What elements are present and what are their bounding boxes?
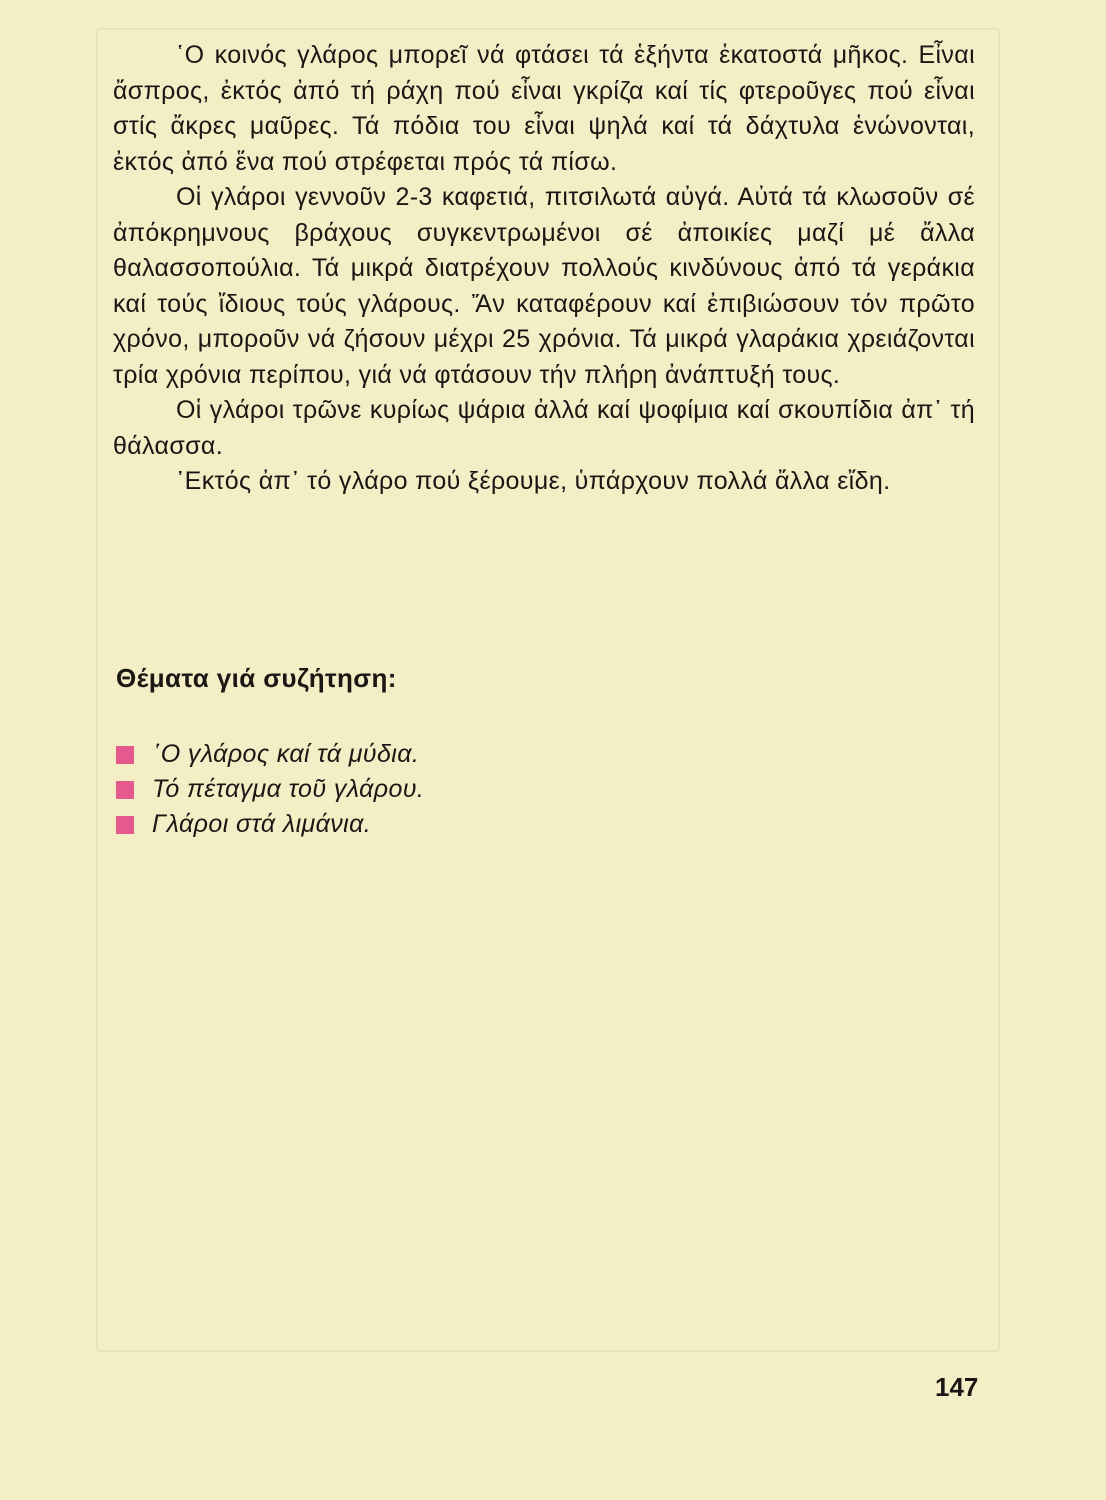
discussion-heading: Θέματα γιά συζήτηση: xyxy=(116,663,397,693)
list-item xyxy=(116,772,424,807)
paragraph-appearance: ῾Ο κοινός γλάρος μπορεῖ νά φτάσει τά ἑξήντα ἑκατοστά μῆκος. Εἶναι ἄσπρος, ἐκτός ἀπό τή ράχη πού εἶναι γκρίζα καί τίς φτεροῦγες πού εἶναι στίς ἄκρες μαῦρες. Τά πόδια του εἶναι ψηλά καί τά δάχτυλα ἑνώνονται, ἐκτός ἀπό ἕνα πού στρέφεται πρός τά πίσω. xyxy=(113,41,975,176)
paragraph-breeding: Οἱ γλάροι γεννοῦν 2-3 καφετιά, πιτσιλωτά αὐγά. Αὐτά τά κλωσοῦν σέ ἀπόκρημνους βράχους συγκεντρωμένοι σέ ἀποικίες μαζί μέ ἄλλα θαλασσοπούλια. Τά μικρά διατρέχουν πολλούς κινδύνους ἀπό τά γεράκια καί τούς ἴδιους τούς γλάρους. Ἄν καταφέρουν καί ἐπιβιώσουν τόν πρῶτο χρόνο, μποροῦν νά ζήσουν μέχρι 25 χρόνια. Τά μικρά γλαράκια χρειάζονται τρία χρόνια περίπου, γιά νά φτάσουν τήν πλήρη ἀνάπτυξή τους. xyxy=(113,183,975,389)
list-item xyxy=(116,737,424,772)
pink-square-bullet-icon xyxy=(116,816,134,834)
page-number: 147 xyxy=(935,1372,979,1402)
body-text xyxy=(113,38,975,500)
discussion-topics-list xyxy=(116,737,424,842)
pink-square-bullet-icon xyxy=(116,746,134,764)
pink-square-bullet-icon xyxy=(116,781,134,799)
paragraph-diet: Οἱ γλάροι τρῶνε κυρίως ψάρια ἀλλά καί ψοφίμια καί σκουπίδια ἀπ᾿ τή θάλασσα. xyxy=(113,396,975,460)
paragraph-species: ᾿Εκτός ἀπ᾿ τό γλάρο πού ξέρουμε, ὑπάρχουν πολλά ἄλλα εἴδη. xyxy=(176,467,891,495)
topic-text: Γλάροι στά λιμάνια. xyxy=(152,810,372,838)
topic-text: ῾Ο γλάρος καί τά μύδια. xyxy=(152,740,420,768)
list-item xyxy=(116,807,424,842)
topic-text: Τό πέταγμα τοῦ γλάρου. xyxy=(152,775,425,803)
